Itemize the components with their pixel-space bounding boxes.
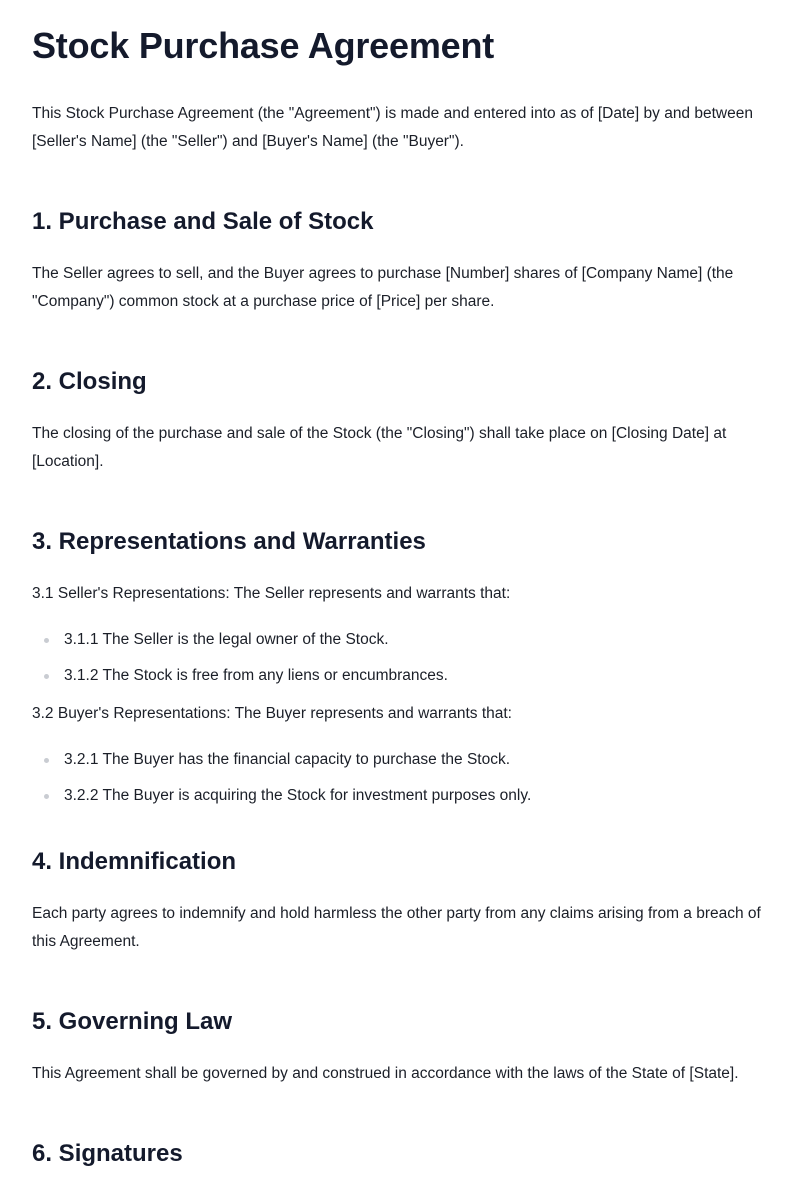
section-body: The Seller agrees to sell, and the Buyer agrees to purchase [Number] shares of [Company Name] (the "Company") common stock at a purchase price of [Price] per share.: [32, 265, 734, 310]
list-item: [32, 664, 768, 688]
section-heading: 2. Closing: [32, 368, 147, 395]
section-heading: 3. Representations and Warranties: [32, 528, 426, 555]
list-item-text: 3.1.2 The Stock is free from any liens or encumbrances.: [64, 667, 448, 684]
section-heading: 6. Signatures: [32, 1140, 183, 1167]
seller-representations-intro: 3.1 Seller's Representations: The Seller represents and warrants that:: [32, 585, 511, 602]
section-body: Each party agrees to indemnify and hold harmless the other party from any claims arising from a breach of this Agreement.: [32, 905, 761, 950]
bullet-icon: [44, 758, 49, 763]
list-item-text: 3.2.1 The Buyer has the financial capacity to purchase the Stock.: [64, 751, 511, 768]
section-purchase-and-sale: [32, 206, 768, 316]
bullet-icon: [44, 638, 49, 643]
section-closing: [32, 366, 768, 476]
list-item: [32, 784, 768, 808]
section-heading: 5. Governing Law: [32, 1008, 233, 1035]
document-title: Stock Purchase Agreement: [32, 25, 495, 66]
section-governing-law: [32, 1006, 768, 1088]
bullet-icon: [44, 674, 49, 679]
section-heading: 1. Purchase and Sale of Stock: [32, 208, 374, 235]
section-signatures: [32, 1138, 768, 1170]
list-item: [32, 748, 768, 772]
section-body: This Agreement shall be governed by and construed in accordance with the laws of the State of [State].: [32, 1065, 739, 1082]
intro-paragraph: This Stock Purchase Agreement (the "Agreement") is made and entered into as of [Date] by and between [Seller's Name] (the "Seller") and [Buyer's Name] (the "Buyer").: [32, 105, 753, 150]
buyer-representations-list: [32, 748, 768, 808]
bullet-icon: [44, 794, 49, 799]
list-item: [32, 628, 768, 652]
buyer-representations-intro: 3.2 Buyer's Representations: The Buyer represents and warrants that:: [32, 705, 512, 722]
section-representations: [32, 526, 768, 808]
section-heading: 4. Indemnification: [32, 848, 237, 875]
seller-representations-list: [32, 628, 768, 688]
list-item-text: 3.1.1 The Seller is the legal owner of the Stock.: [64, 631, 389, 648]
list-item-text: 3.2.2 The Buyer is acquiring the Stock for investment purposes only.: [64, 787, 532, 804]
section-body: The closing of the purchase and sale of the Stock (the "Closing") shall take place on [Closing Date] at [Location].: [32, 425, 727, 470]
section-indemnification: [32, 846, 768, 956]
